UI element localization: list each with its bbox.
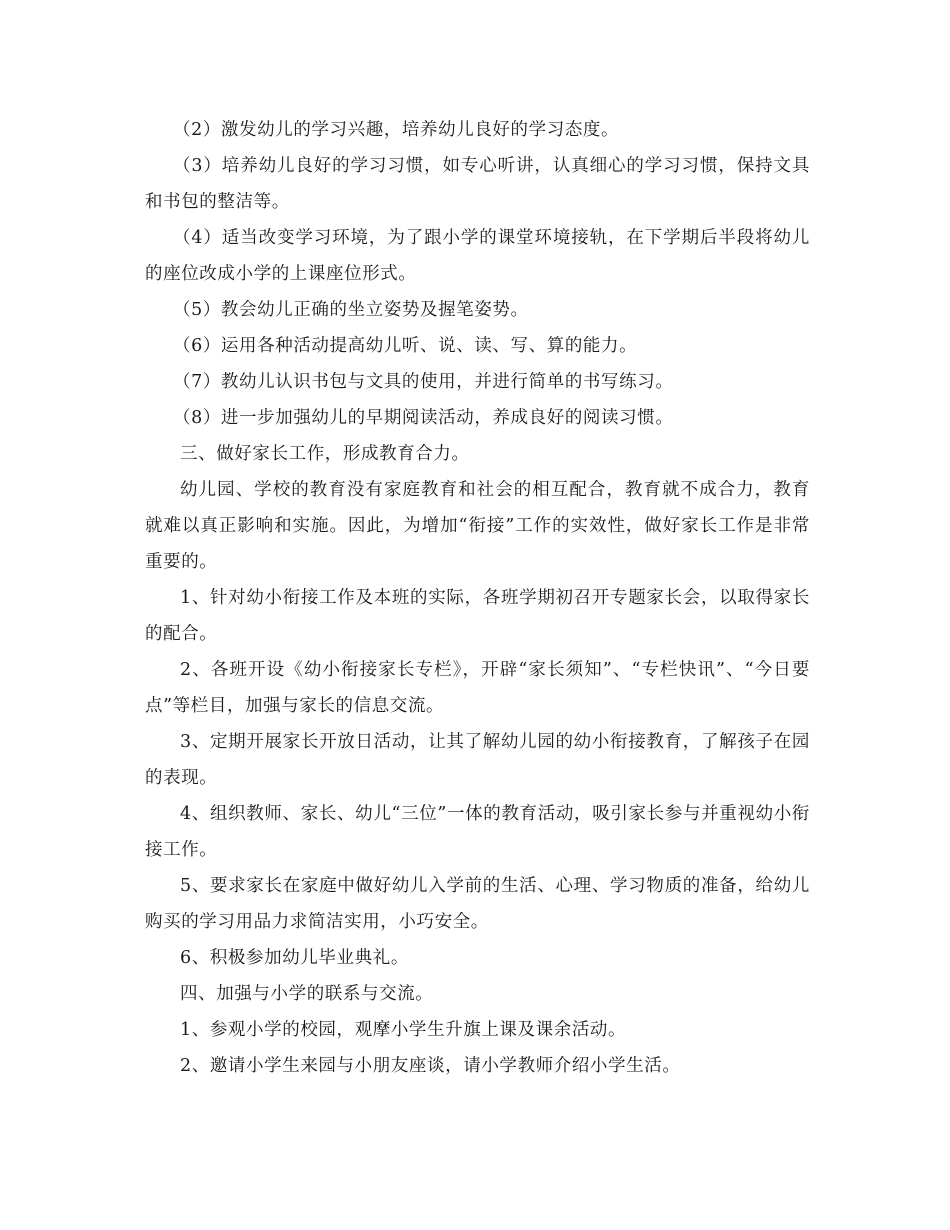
list-item-6: （6）运用各种活动提高幼儿听、说、读、写、算的能力。	[173, 336, 638, 356]
list-item-7: （7）教幼儿认识书包与文具的使用，并进行简单的书写练习。	[173, 372, 674, 392]
list-item-3: （3）培养幼儿良好的学习习惯，如专心听讲，认真细心的学习习惯，保持文具和书包的整洁等。	[145, 156, 810, 212]
section-heading-4: 四、加强与小学的联系与交流。	[180, 984, 434, 1004]
list-item-2: （2）激发幼儿的学习兴趣，培养幼儿良好的学习态度。	[173, 120, 620, 140]
list-item-4: （4）适当改变学习环境，为了跟小学的课堂环境接轨，在下学期后半段将幼儿的座位改成小学的上课座位形式。	[145, 228, 810, 284]
document-page	[145, 112, 810, 1084]
numbered-item-1: 1、针对幼小衔接工作及本班的实际，各班学期初召开专题家长会，以取得家长的配合。	[145, 588, 810, 644]
numbered-item-4: 4、组织教师、家长、幼儿“三位”一体的教育活动，吸引家长参与并重视幼小衔接工作。	[145, 804, 810, 860]
numbered-item-2-section-4: 2、邀请小学生来园与小朋友座谈，请小学教师介绍小学生活。	[180, 1056, 681, 1076]
list-item-8: （8）进一步加强幼儿的早期阅读活动，养成良好的阅读习惯。	[173, 408, 674, 428]
numbered-item-1-section-4: 1、参观小学的校园，观摩小学生升旗上课及课余活动。	[180, 1020, 627, 1040]
numbered-item-6: 6、积极参加幼儿毕业典礼。	[180, 948, 409, 968]
section-heading-3: 三、做好家长工作，形成教育合力。	[180, 444, 470, 464]
body-paragraph: 幼儿园、学校的教育没有家庭教育和社会的相互配合，教育就不成合力，教育就难以真正影响和实施。因此，为增加“衔接”工作的实效性，做好家长工作是非常重要的。	[145, 480, 810, 572]
list-item-5: （5）教会幼儿正确的坐立姿势及握笔姿势。	[173, 300, 529, 320]
numbered-item-2: 2、各班开设《幼小衔接家长专栏》，开辟“家长须知”、“专栏快讯”、“今日要点”等栏目，加强与家长的信息交流。	[145, 660, 810, 716]
numbered-item-5: 5、要求家长在家庭中做好幼儿入学前的生活、心理、学习物质的准备，给幼儿购买的学习用品力求简洁实用，小巧安全。	[145, 876, 810, 932]
numbered-item-3: 3、定期开展家长开放日活动，让其了解幼儿园的幼小衔接教育，了解孩子在园的表现。	[145, 732, 810, 788]
